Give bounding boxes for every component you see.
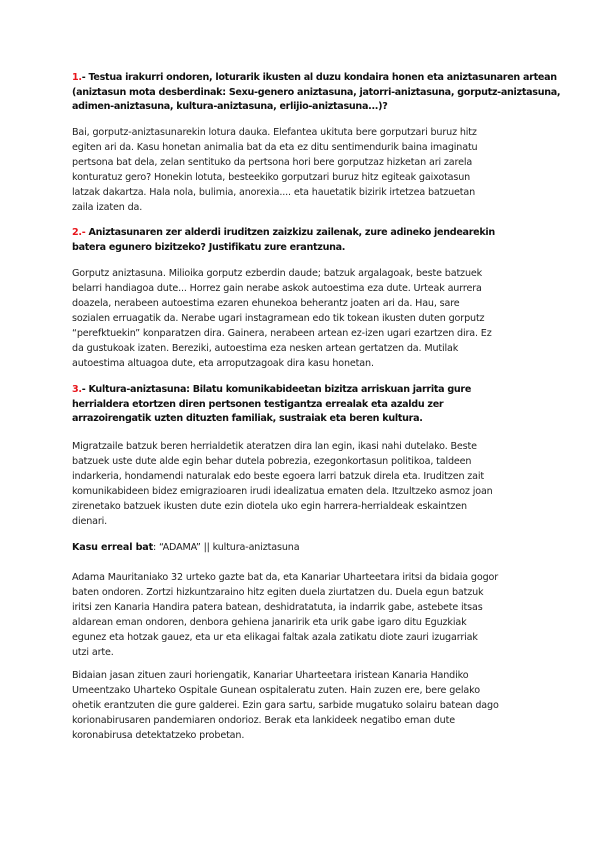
paragraph-line: Bidaian jasan zituen zauri horiengatik, Kanariar Uharteetara iristean Kanaria Handiko [72,670,469,681]
paragraph-line: aldarean eman ondoren, denbora gehiena janaririk eta urik gabe igaro ditu Eguzkiak [72,617,467,628]
question-line [72,398,552,413]
paragraph-line: koronabirusa detektatzeko probetan. [72,730,245,741]
paragraph-line: egunez eta hotzak gauez, eta ur eta elikagai faltak azala zatikatu diote zauri izugarriak [72,632,478,643]
question-text: Aniztasunaren zer alderdi iruditzen zaizkizu zailenak, zure adineko jendearekin [85,227,495,238]
paragraph-line: egiten ari da. Kasu honetan animalia bat da eta ez ditu sentimendurik baina imaginatu [72,142,478,153]
paragraph-line: pertsona bat dela, zelan sentituko da pertsona hori bere gorputzaz hizketan ari zarela [72,157,473,168]
question-line [72,86,561,101]
paragraph-line: indarkeria, hondamendi naturalak edo beste egoera larri batzuk direla eta. Iruditzen zait [72,471,485,482]
case-title: : “ADAMA” || kultura-aniztasuna [153,542,300,553]
case-paragraph-1 [72,570,552,660]
question-number: 3. [72,384,82,395]
question-line [72,241,552,256]
paragraph-line: sozialen erruagatik da. Nerabe ugari instagramean edo tik tokean ikusten duten gorputz [72,313,485,324]
question-line [72,71,557,86]
paragraph-line: Gorputz aniztasuna. Milioika gorputz ezberdin daude; batzuk argalagoak, beste batzuek [72,268,483,279]
question-line [72,412,552,427]
case-label: Kasu erreal bat [72,542,154,553]
paragraph-line: Umeentzako Uharteko Ospitale Gunean ospitaleratu zuten. Hain zuzen ere, bere gelako [72,685,480,696]
question-line [72,383,552,398]
paragraph-line: ohetik erantzuten die gure galderei. Ezin gara sartu, sarbide mugatuko solairu batean dago [72,700,499,711]
question-line [72,100,552,115]
question-text: arrazoirengatik uzten dituzten familiak, sustraiak eta beren kultura. [72,413,423,424]
paragraph-line: komunikabideen bidez emigrazioaren irudi idealizatua ematen dela. Itzultzeko asmoz joan [72,486,493,497]
case-heading [72,540,552,555]
paragraph-line: dienari. [72,516,108,527]
paragraph-line: zaila izaten da. [72,202,143,213]
paragraph-line: baten ondoren. Zortzi hizkuntzaraino hitz egiten duela ziurtatzen du. Duela egun batzuk [72,587,484,598]
paragraph-line: korionabirusaren pandemiaren ondorioz. Berak eta lankideek negatibo eman dute [72,715,455,726]
paragraph-line: da gustukoak izaten. Bereziki, autoestima eza nesken artean gertatzen da. Mutilak [72,343,459,354]
paragraph-line: Migratzaile batzuk beren herrialdetik ateratzen dira lan egin, ikasi nahi dutelako. Beste [72,441,477,452]
answer-2 [72,266,552,371]
question-line [72,226,552,241]
paragraph-line: konturatuz gero? Honekin lotuta, besteekiko gorputzari buruz hitz egiteak gaixotasun [72,172,471,183]
paragraph-line: latzak dakartza. Hala nola, bulimia, anorexia.... eta hauetatik bizirik irtetzea batzuetan [72,187,476,198]
paragraph-line: Bai, gorputz-aniztasunarekin lotura dauka. Elefantea ukituta bere gorputzari buruz hitz [72,127,477,138]
paragraph-line: iritsi zen Kanaria Handira patera batean, deshidratatuta, ia indarrik gabe, astebete itsas [72,602,483,613]
question-text: batera egunero bizitzeko? Justifikatu zure erantzuna. [72,241,346,253]
paragraph-line: zirenetako batzuek ikusten dute ezin diotela uko egin harrera-herrialdeak eskaintzen [72,501,467,512]
paragraph-line: Adama Mauritaniako 32 urteko gazte bat da, eta Kanariar Uharteetara iritsi da bidaia gogor [72,572,499,583]
question-2 [72,226,552,255]
paragraph-line: doazela, nerabeen autoestima ezaren ehunekoa beherantz joaten ari da. Hau, sare [72,298,460,309]
question-text: - Testua irakurri ondoren, loturarik ikusten al duzu kondaira honen eta aniztasunaren artean [81,72,557,83]
paragraph-line: belarri handiagoa dute... Horrez gain nerabe askok autoestima eza dute. Urteak aurrera [72,283,482,294]
answer-3 [72,439,552,529]
question-1 [72,71,561,115]
question-text: - Kultura-aniztasuna: Bilatu komunikabideetan bizitza arriskuan jarrita gure [81,384,472,395]
case-paragraph-2 [72,668,552,743]
paragraph-line: autoestima altuagoa dute, eta arroputzagoak dira kasu honetan. [72,358,374,369]
question-text: (aniztasun mota desberdinak: Sexu-genero aniztasuna, jatorri-aniztasuna, gorputz-aniztasuna, [72,86,561,98]
question-text: adimen-aniztasuna, kultura-aniztasuna, erlijio-aniztasuna...)? [72,101,388,112]
question-3 [72,383,552,427]
question-number: 1. [72,72,82,83]
paragraph-line: utzi arte. [72,647,114,658]
paragraph-line: batzuek uste dute alde egin behar dutela pobrezia, ezegonkortasun politikoa, taldeen [72,456,472,467]
paragraph-line: “perefktuekin” konparatzen dira. Gainera, nerabeen artean ez-izen ugari ezartzen dira. Ez [72,328,492,339]
question-text: herrialdera etortzen diren pertsonen testigantza errealak eta azaldu zer [72,398,444,410]
question-number: 2.- [72,227,86,238]
answer-1 [72,125,552,215]
